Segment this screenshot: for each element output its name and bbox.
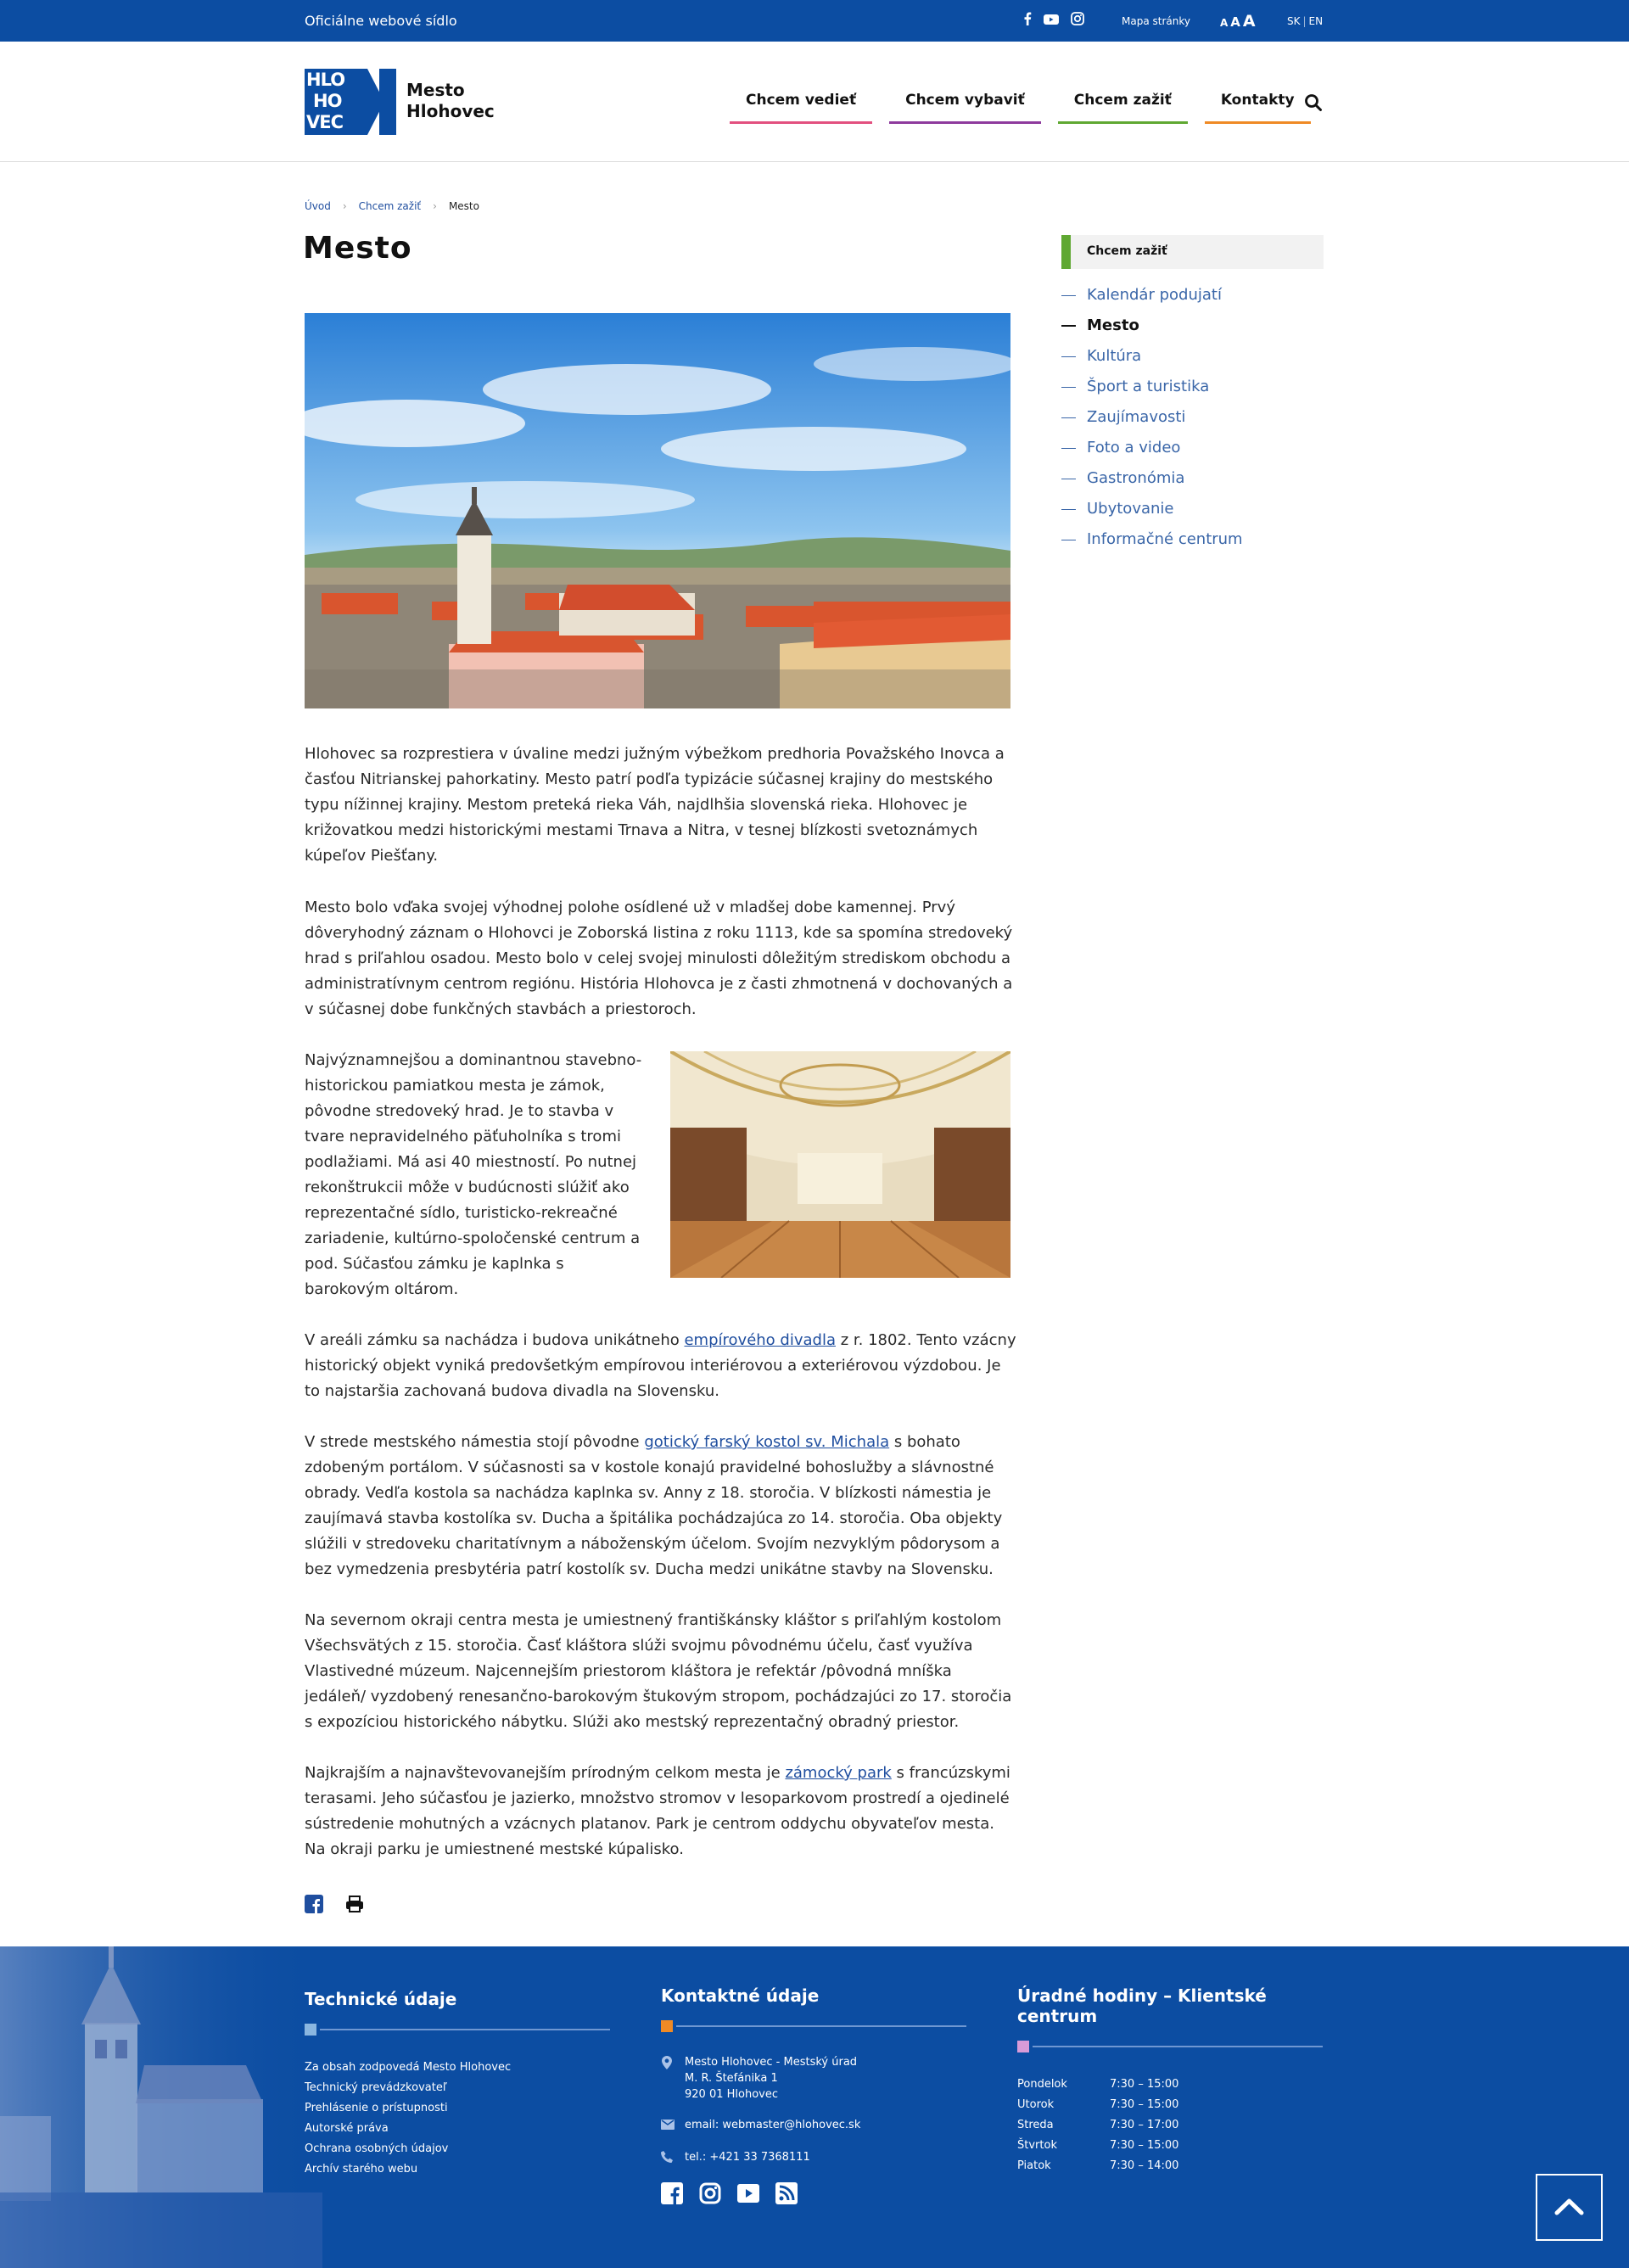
nav-item[interactable] [889, 92, 1041, 124]
accent-square [305, 2024, 316, 2036]
instagram-icon[interactable] [1071, 12, 1084, 29]
envelope-icon [661, 2117, 685, 2135]
footer-link[interactable]: Ochrana osobných údajov [305, 2142, 449, 2155]
footer-hours-title: Úradné hodiny – Klientské centrum [1017, 1985, 1267, 2026]
content-paragraph: Najvýznamnejšou a dominantnou stavebno-historickou pamiatkou mesta je zámok, pôvodne stredoveký hrad. Je to stavba v tvare nepravidelného päťuholníka s tromi podlažiami. Má asi 40 miestností. Po nutnej rekonštrukcii môže v budúcnosti slúžiť ako reprezentačné sídlo, turisticko-rekreačné zariadenie, kultúrno-spoločenské centrum a pod. Súčasťou zámku je kaplnka s barokovým oltárom. [305, 1051, 642, 1298]
hours-row: Štvrtok 7:30 – 15:00 [1017, 2139, 1179, 2152]
hours-row: Piatok 7:30 – 14:00 [1017, 2159, 1179, 2172]
font-size-large[interactable]: A [1242, 12, 1256, 31]
breadcrumb-home[interactable]: Úvod [305, 200, 331, 212]
phone-link[interactable]: tel.: +421 33 7368111 [685, 2151, 810, 2164]
sidebar-item[interactable]: Kalendár podujatí [1061, 280, 1243, 311]
nav-item-label: Chcem vedieť [746, 92, 857, 109]
site-header [0, 42, 1629, 162]
official-site-label: Oficiálne webové sídlo [305, 13, 457, 29]
sitemap-link[interactable]: Mapa stránky [1122, 15, 1190, 27]
address-line: Mesto Hlohovec - Mestský úrad [685, 2056, 858, 2069]
logo-mark: HLO HO VEC [305, 69, 398, 135]
footer-link[interactable]: Archív starého webu [305, 2163, 418, 2176]
town-panorama-image [305, 313, 1010, 708]
sidebar-item[interactable]: Mesto [1061, 311, 1243, 341]
footer-hours [1017, 1985, 1323, 2176]
breadcrumb-chcem-zazit[interactable]: Chcem zažiť [358, 200, 422, 212]
content-paragraph: Hlohovec sa rozprestiera v úvaline medzi južným výbežkom predhoria Považského Inovca a časťou Nitrianskej pahorkatiny. Mesto patrí podľa typizácie súčasnej krajiny do mestského typu nížinnej krajiny. Mestom preteká rieka Váh, najdlhšia slovenská rieka. Hlohovec je križovatkou medzi historickými mestami Trnava a Nitra, v tesnej blízkosti svetoznámych kúpeľov Piešťany. [305, 745, 1005, 865]
footer-link[interactable]: Autorské práva [305, 2122, 389, 2135]
page-title: Mesto [303, 231, 412, 266]
address-line: M. R. Štefánika 1 [685, 2072, 778, 2085]
sidebar-item[interactable]: Gastronómia [1061, 463, 1243, 494]
font-size-switcher [1220, 12, 1256, 31]
chevron-up-icon [1537, 2176, 1601, 2239]
youtube-icon[interactable] [1044, 13, 1059, 29]
search-icon[interactable] [1304, 93, 1323, 112]
footer-link[interactable]: Prehlásenie o prístupnosti [305, 2102, 448, 2114]
lang-en[interactable]: EN [1308, 15, 1324, 27]
lang-separator: | [1302, 15, 1307, 27]
print-icon[interactable] [345, 1895, 364, 1917]
nav-item[interactable] [1205, 92, 1311, 124]
accent-square [661, 2020, 673, 2032]
language-switcher [1287, 15, 1323, 27]
breadcrumb [305, 200, 479, 212]
nav-item-label: Chcem zažiť [1073, 92, 1172, 109]
hours-row: Utorok 7:30 – 15:00 [1017, 2098, 1179, 2111]
content-paragraph: V areáli zámku sa nachádza i budova unikátneho empírového divadla z r. 1802. Tento vzácny historický objekt vyniká predovšetkým empírovou interiérovou a exteriérovou výzdobou. Je to najstaršia zachovaná budova divadla na Slovensku. [305, 1331, 1016, 1400]
email-link[interactable]: email: webmaster@hlohovec.sk [685, 2119, 861, 2131]
facebook-icon[interactable] [1023, 12, 1032, 29]
content-paragraph: Na severnom okraji centra mesta je umiestnený františkánsky kláštor s priľahlým kostolom Všechsvätých z 15. storočia. Časť kláštora slúži svojmu pôvodnému účelu, časť využíva Vlastivedné múzeum. Najcennejším priestorom kláštora je refektár /pôvodná mníška jedáleň/ vyzdobený renesančno-barokovým štukovým stropom, pochádzajúci zo 17. storočia s expozíciou historického nábytku. Slúži ako mestský reprezentačný obradný priestor. [305, 1611, 1012, 1731]
footer-social [661, 2182, 966, 2208]
youtube-icon[interactable] [737, 2182, 759, 2208]
site-logo[interactable] [305, 69, 495, 135]
footer-link[interactable]: Technický prevádzkovateľ [305, 2081, 447, 2094]
instagram-icon[interactable] [699, 2182, 721, 2208]
location-pin-icon [661, 2054, 685, 2103]
footer-technical [305, 1989, 610, 2180]
topbar-social [1023, 12, 1084, 29]
nav-underline [730, 121, 872, 124]
church-st-michael-link[interactable]: gotický farský kostol sv. Michala [644, 1433, 890, 1451]
nav-item-label: Kontakty [1220, 92, 1295, 109]
phone-icon [661, 2149, 685, 2168]
sidebar-item[interactable]: Šport a turistika [1061, 372, 1243, 402]
accent-square [1017, 2041, 1029, 2052]
nav-item[interactable] [730, 92, 872, 124]
nav-underline [1058, 121, 1188, 124]
sidebar-item[interactable]: Zaujímavosti [1061, 402, 1243, 433]
font-size-medium[interactable]: A [1230, 14, 1240, 30]
sidebar-item[interactable]: Kultúra [1061, 341, 1243, 372]
sidebar-item[interactable]: Ubytovanie [1061, 494, 1243, 524]
castle-park-link[interactable]: zámocký park [785, 1764, 892, 1782]
breadcrumb-separator: › [342, 200, 347, 212]
font-size-small[interactable]: A [1220, 17, 1229, 29]
sidebar-item[interactable]: Foto a video [1061, 433, 1243, 463]
sidebar-heading: Chcem zažiť [1061, 235, 1324, 269]
facebook-icon[interactable] [661, 2182, 683, 2208]
empire-theatre-link[interactable]: empírového divadla [684, 1331, 836, 1349]
address-line: 920 01 Hlohovec [685, 2088, 778, 2101]
content-paragraph: V strede mestského námestia stojí pôvodne gotický farský kostol sv. Michala s bohato zdobeným portálom. V súčasnosti sa v kostole konajú pravidelné bohoslužby a slávnostné obrady. Vedľa kostola sa nachádza kaplnka sv. Anny z 18. storočia. V blízkosti námestia je zaujímavá stavba kostolíka sv. Ducha a špitálika pochádzajúca zo 14. storočia. Oba objekty slúžili v stredoveku charitatívnym a náboženským účelom. Svojím nezvyklým pôdorysom a bez vymedzenia presbytéria patrí kostolík sv. Ducha medzi unikátne stavby na Slovensku. [305, 1433, 1003, 1578]
hours-row: Pondelok 7:30 – 15:00 [1017, 2078, 1179, 2091]
share-tools [305, 1895, 364, 1917]
content-paragraph: Mesto bolo vďaka svojej výhodnej polohe osídlené už v mladšej dobe kamennej. Prvý dôveryhodný záznam o Hlohovci je Zoborská listina z roku 1113, kde sa spomína stredoveký hrad s priľahlou osadou. Mesto bolo v celej svojej minulosti dôležitým strediskom obchodu a administratívnym centrom regiónu. História Hlohovca je z časti zhmotnená v dochovaných a v súčasnej dobe funkčných stavbách a priestoroch. [305, 899, 1013, 1018]
breadcrumb-current: Mesto [448, 200, 479, 212]
nav-item[interactable] [1058, 92, 1188, 124]
content-paragraph: Najkrajším a najnavštevovanejším prírodným celkom mesta je zámocký park s francúzskymi terasami. Jeho súčasťou je jazierko, množstvo stromov v lesoparkovom prostredí a ojedinelé sústredenie mohutných a vzácnych platanov. Park je centrom oddychu obyvateľov mesta. Na okraji parku je umiestnené mestské kúpalisko. [305, 1764, 1010, 1858]
nav-underline [889, 121, 1041, 124]
footer-technical-title: Technické údaje [305, 1989, 457, 2009]
top-bar [0, 0, 1629, 42]
castle-interior-image [670, 1051, 1010, 1278]
nav-item-label: Chcem vybaviť [905, 92, 1025, 109]
site-footer [0, 1946, 1629, 2268]
rss-icon[interactable] [775, 2182, 798, 2208]
nav-underline [1205, 121, 1311, 124]
footer-contact-title: Kontaktné údaje [661, 1985, 820, 2006]
main-nav [730, 92, 1328, 124]
footer-church-image [0, 1946, 322, 2268]
footer-link[interactable]: Za obsah zodpovedá Mesto Hlohovec [305, 2061, 512, 2074]
sidebar-item[interactable]: Informačné centrum [1061, 524, 1243, 555]
breadcrumb-separator: › [433, 200, 437, 212]
sidebar-menu [1061, 280, 1243, 555]
facebook-share-icon[interactable] [305, 1895, 323, 1917]
hours-row: Streda 7:30 – 17:00 [1017, 2119, 1179, 2131]
lang-sk[interactable]: SK [1287, 15, 1301, 27]
footer-contact [661, 1985, 966, 2208]
logo-name: Mesto Hlohovec [406, 80, 495, 121]
back-to-top-button[interactable] [1536, 2174, 1603, 2241]
